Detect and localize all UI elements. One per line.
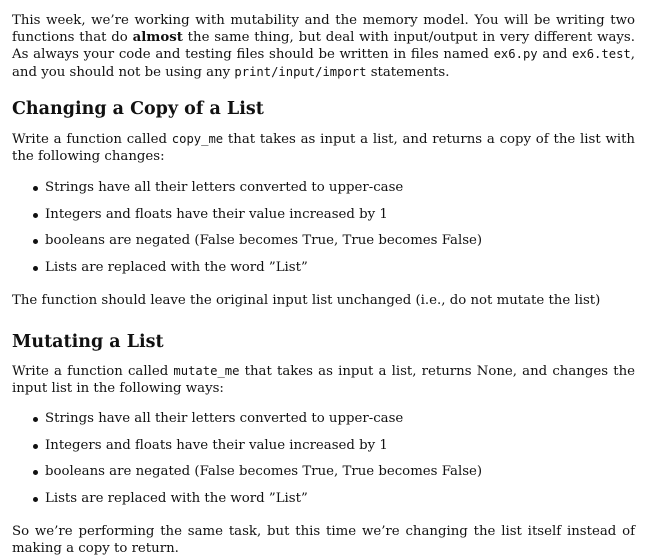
intro-paragraph	[12, 13, 635, 81]
forbidden-statements: print/input/import	[234, 64, 367, 79]
section2-desc-text-b: that takes as input a list, returns None, and changes the input list in the following ways:	[12, 364, 635, 396]
section2-bullet-list	[33, 411, 482, 517]
section1-bullet-list	[33, 180, 482, 286]
section-heading-mutate: Mutating a List	[12, 332, 164, 352]
intro-text-4: , and you should not be using any	[12, 47, 635, 80]
list-item: Strings have all their letters converted to upper-case	[33, 180, 482, 196]
intro-text-5: statements.	[366, 64, 450, 80]
intro-text-1: This week, we’re working with mutability and the memory model. You will be writing two functions that do	[12, 13, 635, 45]
list-item: Integers and floats have their value increased by 1	[33, 438, 482, 454]
list-item: Lists are replaced with the word ”List”	[33, 491, 482, 507]
file-name-py: ex6.py	[493, 47, 538, 61]
section1-desc-text-b: that takes as input a list, and returns a copy of the list with the following changes:	[12, 132, 635, 164]
list-item: booleans are negated (False becomes True, True becomes False)	[33, 233, 482, 249]
section2-note: So we’re performing the same task, but this time we’re changing the list itself instead of making a copy to return.	[12, 524, 635, 556]
section2-description	[12, 363, 635, 397]
section1-note: The function should leave the original input list unchanged (i.e., do not mutate the list)	[12, 293, 601, 308]
file-name-test: ex6.test	[572, 47, 631, 61]
list-item: Strings have all their letters converted to upper-case	[33, 411, 482, 427]
list-item: Integers and floats have their value increased by 1	[33, 207, 482, 223]
section2-desc-text-a: Write a function called	[12, 364, 174, 379]
section-heading-copy: Changing a Copy of a List	[12, 99, 264, 119]
function-name-copy-me: copy_me	[171, 132, 224, 146]
function-name-mutate-me: mutate_me	[173, 364, 240, 378]
list-item: booleans are negated (False becomes True, True becomes False)	[33, 464, 482, 480]
intro-bold-almost: almost	[132, 29, 183, 45]
section1-desc-text-a: Write a function called	[12, 132, 172, 147]
list-item: Lists are replaced with the word ”List”	[33, 260, 482, 276]
intro-text-3: and	[537, 47, 573, 62]
intro-text-2: the same thing, but deal with input/output in very different ways. As always your code and testing files should be written in files named	[12, 29, 635, 62]
section1-description	[12, 131, 635, 165]
